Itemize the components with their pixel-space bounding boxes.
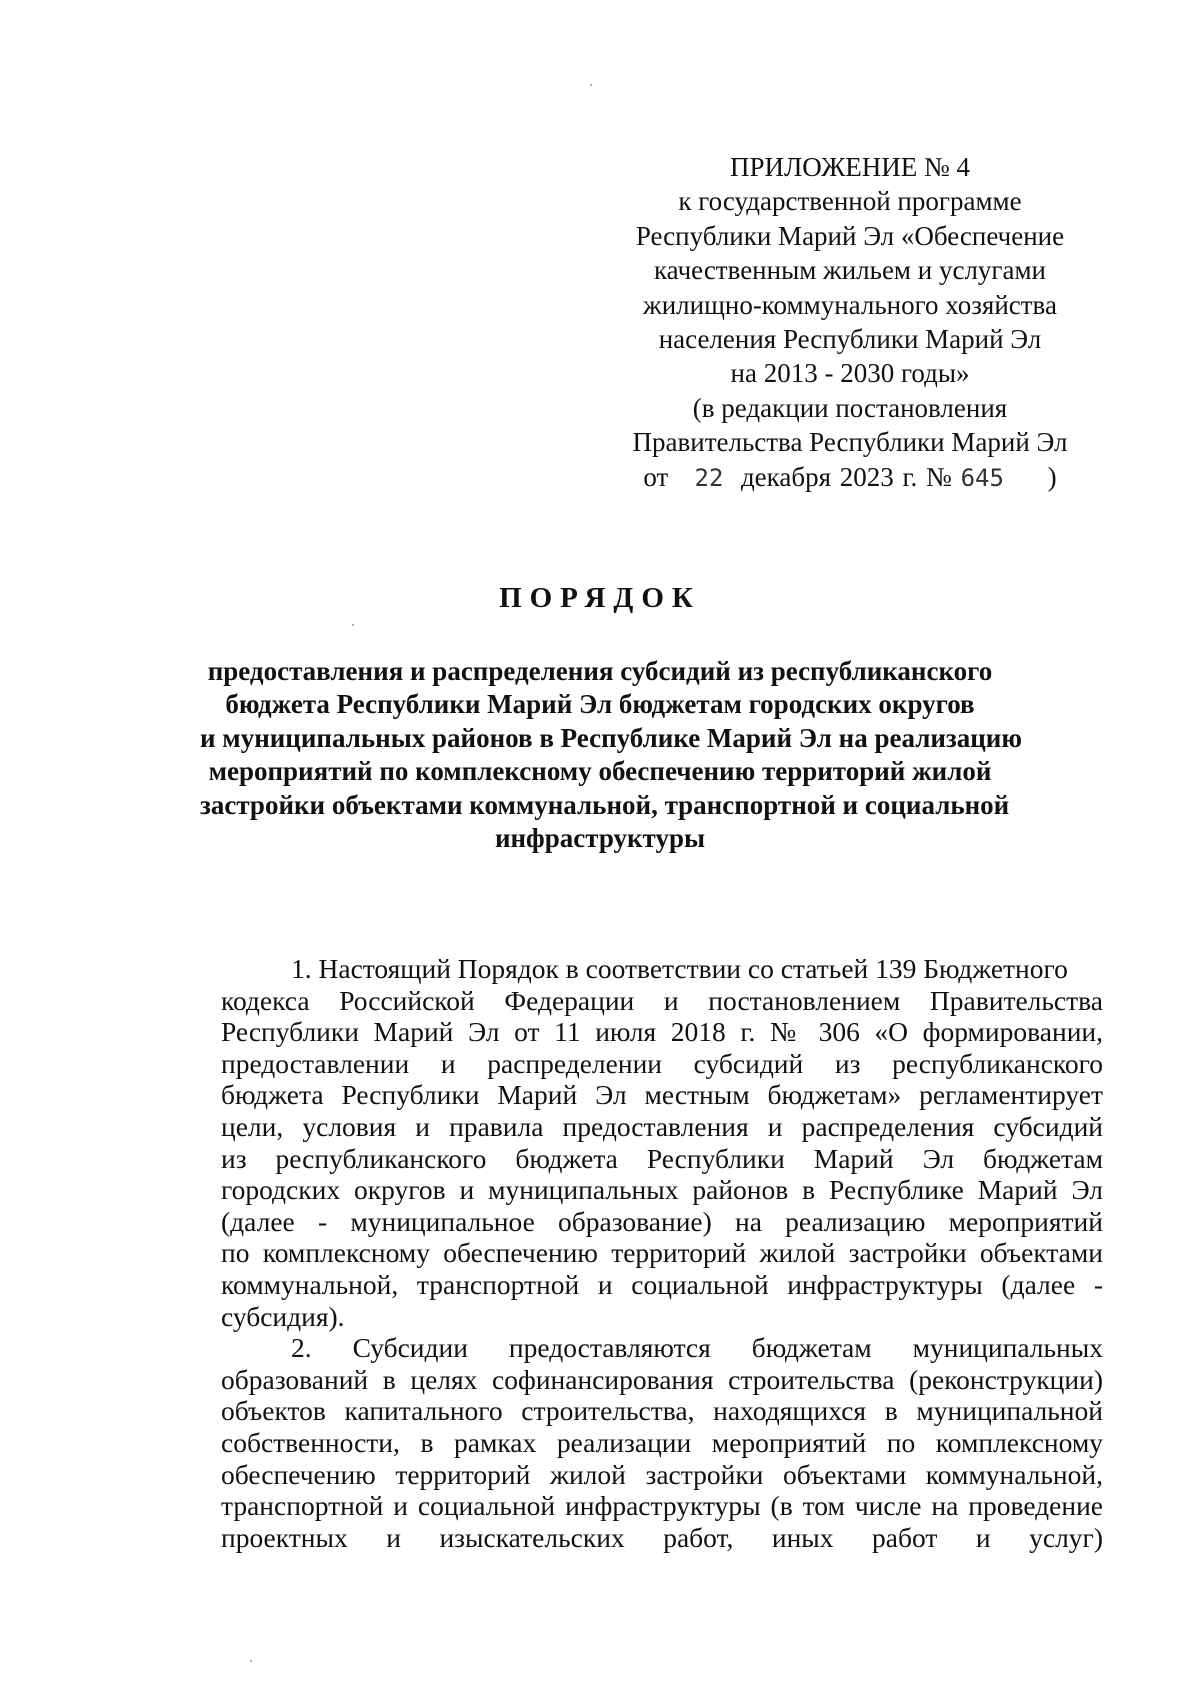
document-number: 645 [960,463,1004,492]
paragraph-line: из республиканского бюджета Республики Марий Эл бюджетам [221,1142,1103,1174]
subtitle-line: мероприятий по комплексному обеспечению территорий жилой [208,756,992,787]
document-title: ПОРЯДОК [499,582,701,614]
appendix-line: (в редакции постановления [692,392,1008,423]
paragraph-line: (далее - муниципальное образование) на реализацию мероприятий [221,1205,1103,1237]
date-prefix: от [643,461,669,492]
document-subtitle [200,655,1022,855]
paragraph-line: 1. Настоящий Порядок в соответствии со статьей 139 Бюджетного [291,953,1068,984]
appendix-line: на 2013 - 2030 годы» [730,358,970,389]
subtitle-line: инфраструктуры [494,823,706,854]
subtitle-line: и муниципальных районов в Республике Марий Эл на реализацию [200,722,1022,753]
paragraph-line: проектных и изыскательских работ, иных работ и услуг) [221,1521,1103,1553]
paragraph-line: городских округов и муниципальных районов в Республике Марий Эл [221,1174,1103,1206]
paragraph-line: обеспечению территорий жилой застройки объектами коммунальной, [221,1458,1103,1490]
subtitle-line: предоставления и распределения субсидий из республиканского [207,656,993,686]
paragraph-line: по комплексному обеспечению территорий жилой застройки объектами [221,1237,1103,1269]
paragraph-line: бюджета Республики Марий Эл местным бюджетам» регламентирует [221,1079,1103,1111]
paragraph-line: субсидия). [221,1300,345,1332]
date-suffix: ) [1047,461,1057,492]
date-day: 22 [694,463,724,492]
appendix-line: Республики Марий Эл «Обеспечение [635,220,1065,251]
appendix-line: жилищно-коммунального хозяйства [643,289,1057,320]
scan-speck [352,624,354,626]
paragraph-1 [221,953,1103,1332]
paragraph-line: коммунальной, транспортной и социальной инфраструктуры (далее - [221,1268,1103,1300]
scan-speck [590,84,592,86]
appendix-line: Правительства Республики Марий Эл [632,427,1068,458]
paragraph-line: цели, условия и правила предоставления и распределения субсидий [221,1110,1103,1142]
appendix-header [600,150,1100,495]
paragraph-line: Республики Марий Эл от 11 июля 2018 г. № 306 «О формировании, [221,1016,1103,1048]
paragraph-line: 2. Субсидии предоставляются бюджетам муниципальных [291,1332,1103,1364]
subtitle-line: застройки объектами коммунальной, транспортной и социальной [200,789,1010,820]
paragraph-line: транспортной и социальной инфраструктуры (в том числе на проведение [221,1490,1103,1522]
appendix-line: ПРИЛОЖЕНИЕ № 4 [729,152,971,182]
paragraph-line: кодекса Российской Федерации и постановлением Правительства [221,984,1103,1016]
appendix-date-line [600,460,1100,495]
appendix-line: к государственной программе [678,186,1022,217]
subtitle-line: бюджета Республики Марий Эл бюджетам городских округов [225,689,975,720]
appendix-line: качественным жильем и услугами [653,255,1047,286]
document-body [221,953,1103,1553]
paragraph-line: собственности, в рамках реализации мероприятий по комплексному [221,1426,1103,1458]
paragraph-2 [221,1332,1103,1553]
appendix-line: населения Республики Марий Эл [658,324,1042,355]
paragraph-line: объектов капитального строительства, находящихся в муниципальной [221,1395,1103,1427]
paragraph-line: предоставлении и распределении субсидий из республиканского [221,1047,1103,1079]
paragraph-line: образований в целях софинансирования строительства (реконструкции) [221,1363,1103,1395]
date-middle: декабря 2023 г. № [740,461,952,492]
scan-speck [250,1660,252,1662]
